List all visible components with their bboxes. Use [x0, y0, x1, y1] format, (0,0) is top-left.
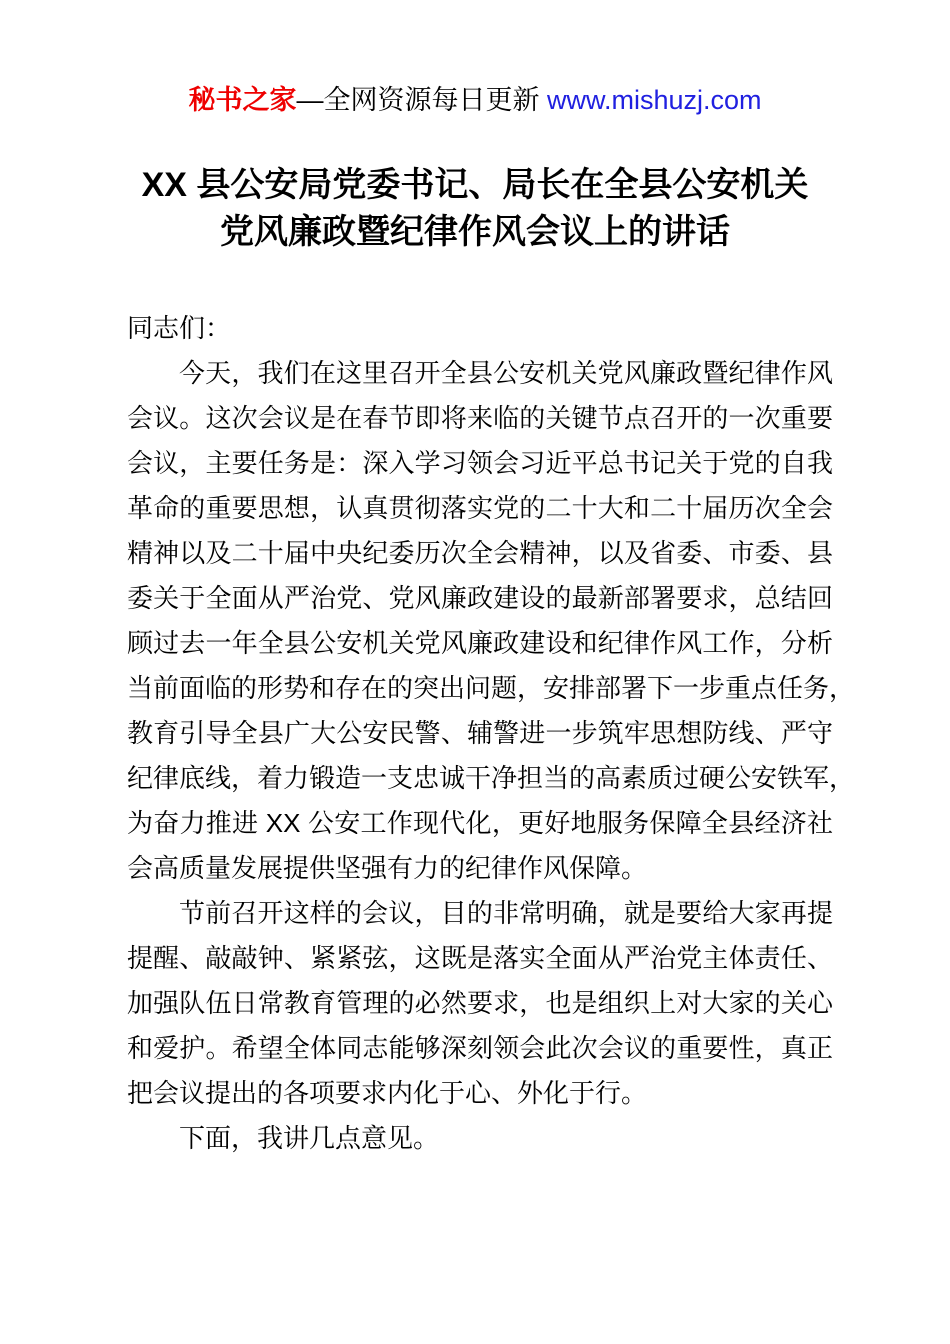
site-header — [0, 0, 950, 116]
site-url[interactable]: www.mishuzj.com — [546, 85, 762, 115]
body-line: 为奋力推进 XX 公安工作现代化，更好地服务保障全县经济社 — [127, 808, 833, 838]
body-line: 顾过去一年全县公安机关党风廉政建设和纪律作风工作，分析 — [127, 628, 833, 658]
body-line: 当前面临的形势和存在的突出问题，安排部署下一步重点任务， — [127, 673, 856, 703]
document-title-line-2: 党风廉政暨纪律作风会议上的讲话 — [220, 213, 730, 251]
body-line: 纪律底线，着力锻造一支忠诚干净担当的高素质过硬公安铁军， — [127, 763, 856, 793]
body-line: 革命的重要思想，认真贯彻落实党的二十大和二十届历次全会 — [127, 493, 833, 523]
body-line: 会议，主要任务是：深入学习领会习近平总书记关于党的自我 — [127, 448, 833, 478]
body-line: 今天，我们在这里召开全县公安机关党风廉政暨纪律作风 — [179, 358, 833, 388]
body-line: 节前召开这样的会议，目的非常明确，就是要给大家再提 — [179, 898, 833, 928]
body-line: 下面，我讲几点意见。 — [179, 1123, 440, 1153]
header-tagline: 全网资源每日更新 — [323, 85, 547, 115]
document-body — [127, 306, 856, 1161]
header-separator: — — [296, 85, 324, 115]
body-line: 提醒、敲敲钟、紧紧弦，这既是落实全面从严治党主体责任、 — [127, 943, 833, 973]
body-line: 会议。这次会议是在春节即将来临的关键节点召开的一次重要 — [127, 403, 833, 433]
document-title — [0, 162, 950, 256]
body-line: 会高质量发展提供坚强有力的纪律作风保障。 — [127, 853, 648, 883]
body-line: 同志们： — [127, 313, 232, 343]
body-line: 精神以及二十届中央纪委历次全会精神，以及省委、市委、县 — [127, 538, 833, 568]
body-line: 加强队伍日常教育管理的必然要求，也是组织上对大家的关心 — [127, 988, 833, 1018]
site-brand: 秘书之家 — [188, 85, 297, 115]
body-line: 和爱护。希望全体同志能够深刻领会此次会议的重要性，真正 — [127, 1033, 833, 1063]
body-line: 教育引导全县广大公安民警、辅警进一步筑牢思想防线、严守 — [127, 718, 833, 748]
body-line: 委关于全面从严治党、党风廉政建设的最新部署要求，总结回 — [127, 583, 833, 613]
document-title-line-1: XX 县公安局党委书记、局长在全县公安机关 — [141, 166, 809, 204]
body-line: 把会议提出的各项要求内化于心、外化于行。 — [127, 1078, 648, 1108]
